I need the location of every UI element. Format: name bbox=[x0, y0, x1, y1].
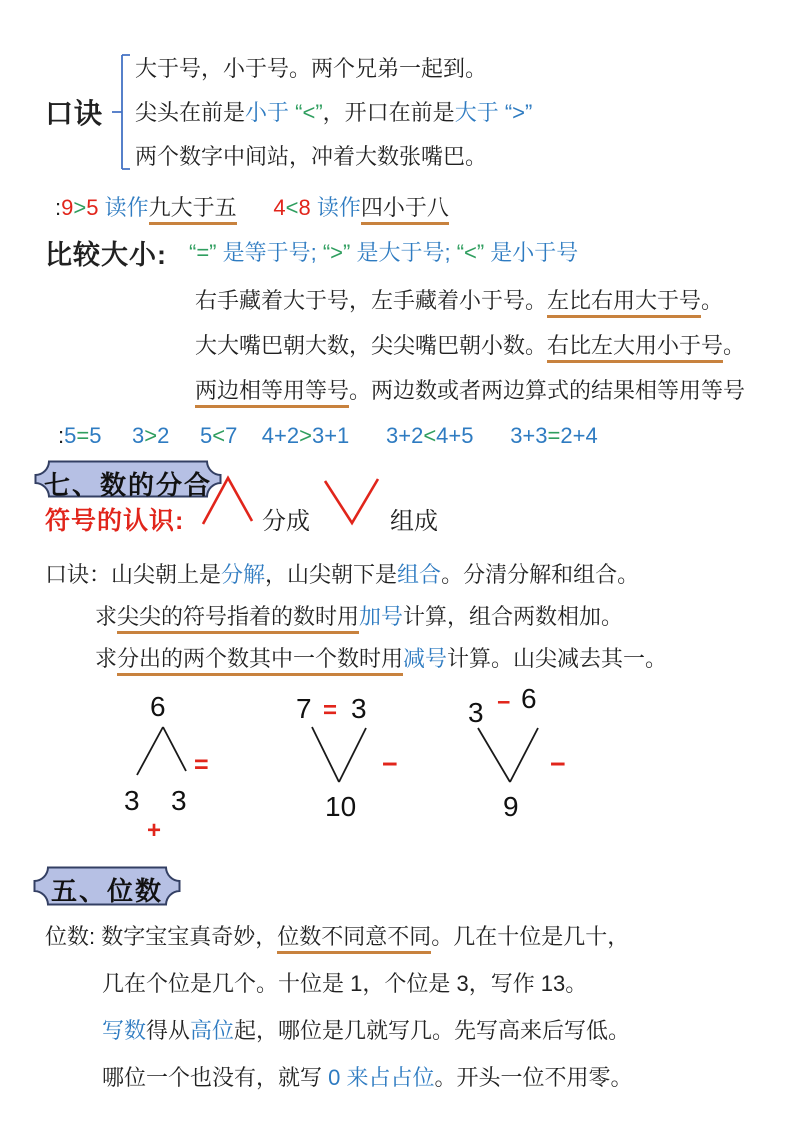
equals-annotation: = bbox=[323, 697, 338, 724]
section-badge-label: 七、数的分合 bbox=[43, 470, 212, 500]
compare-size-header bbox=[45, 233, 793, 272]
section-badge-number-split bbox=[33, 459, 223, 499]
combine-vee-icon bbox=[318, 473, 384, 531]
split-diagrams bbox=[0, 685, 793, 861]
diagram-top-number: 6 bbox=[150, 691, 166, 722]
place-value-line: 写数得从高位起，哪位是几就写几。先写高来后写低。 bbox=[102, 1018, 631, 1043]
place-value-block bbox=[45, 921, 793, 1093]
place-value-line: 位数: 数字宝宝真奇妙，位数不同意不同。几在十位是几十， bbox=[45, 921, 793, 952]
place-value-line: 哪位一个也没有，就写 0 来占占位。开头一位不用零。 bbox=[102, 1065, 633, 1090]
equals-annotation: = bbox=[194, 751, 209, 779]
place-value-header bbox=[32, 865, 793, 907]
place-value-line: 几在个位是几个。十位是 1，个位是 3，写作 13。 bbox=[102, 971, 588, 996]
split-koujue-line: 求分出的两个数其中一个数时用减号计算。山尖减去其一。 bbox=[45, 643, 793, 674]
koujue-label: 口诀 bbox=[45, 98, 104, 129]
reading-example-line: :9>5 读作九大于五 4<8 读作四小于八 bbox=[55, 192, 793, 223]
compare-examples-line: :5=5 3>2 5<7 4+2>3+1 3+2<4+5 3+3=2+4 bbox=[58, 423, 598, 448]
split-koujue-line: 口诀：山尖朝上是分解，山尖朝下是组合。分清分解和组合。 bbox=[45, 562, 640, 587]
symbols-recognition-label: 符号的认识: bbox=[45, 507, 185, 535]
diagram-bottom-number: 3 bbox=[124, 785, 140, 816]
koujue-lines bbox=[135, 53, 532, 172]
diagram-bottom-number: 3 bbox=[171, 785, 187, 816]
split-koujue-line: 求尖尖的符号指着的数时用加号计算，组合两数相加。 bbox=[45, 601, 793, 632]
compare-rules bbox=[195, 285, 793, 406]
compare-rule-line: 两边相等用等号。两边数或者两边算式的结果相等用等号 bbox=[195, 375, 793, 406]
diagram-top-number: 3 bbox=[468, 697, 484, 728]
minus-annotation: − bbox=[550, 749, 566, 779]
combine-lines-icon bbox=[473, 725, 543, 787]
combine-lines-icon bbox=[306, 725, 372, 787]
diagram-bottom-number: 10 bbox=[325, 791, 357, 822]
symbol-definition-line: “=” 是等于号; “>” 是大于号; “<” 是小于号 bbox=[189, 240, 579, 265]
split-koujue-block bbox=[45, 559, 793, 674]
left-bracket-icon bbox=[109, 52, 133, 172]
combine-label: 组成 bbox=[390, 508, 438, 535]
compare-heading: 比较大小: bbox=[45, 240, 167, 270]
compare-rule-line: 大大嘴巴朝大数，尖尖嘴巴朝小数。右比左大用小于号。 bbox=[195, 330, 793, 361]
koujue-line: 大于号，小于号。两个兄弟一起到。 bbox=[135, 55, 488, 81]
number-split-header bbox=[0, 457, 793, 559]
split-lines-icon bbox=[125, 723, 195, 779]
section-badge-place-value bbox=[32, 865, 182, 907]
diagram-top-number: 7 bbox=[296, 693, 312, 724]
plus-annotation: + bbox=[147, 817, 162, 844]
minus-annotation: − bbox=[382, 749, 398, 779]
diagram-top-number: 3 bbox=[351, 693, 367, 724]
diagram-top-number: 6 bbox=[521, 683, 537, 714]
section-badge-label: 五、位数 bbox=[50, 876, 163, 906]
diagram-bottom-number: 9 bbox=[503, 791, 519, 822]
koujue-line: 两个数字中间站，冲着大数张嘴巴。 bbox=[135, 143, 488, 169]
split-label: 分成 bbox=[262, 508, 310, 535]
koujue-line: 尖头在前是小于 “<”，开口在前是大于 “>” bbox=[135, 99, 533, 125]
compare-rule-line: 右手藏着大于号，左手藏着小于号。左比右用大于号。 bbox=[195, 285, 793, 316]
koujue-bracket-block bbox=[45, 52, 793, 172]
minus-annotation: − bbox=[497, 689, 511, 715]
split-caret-icon bbox=[198, 471, 258, 531]
